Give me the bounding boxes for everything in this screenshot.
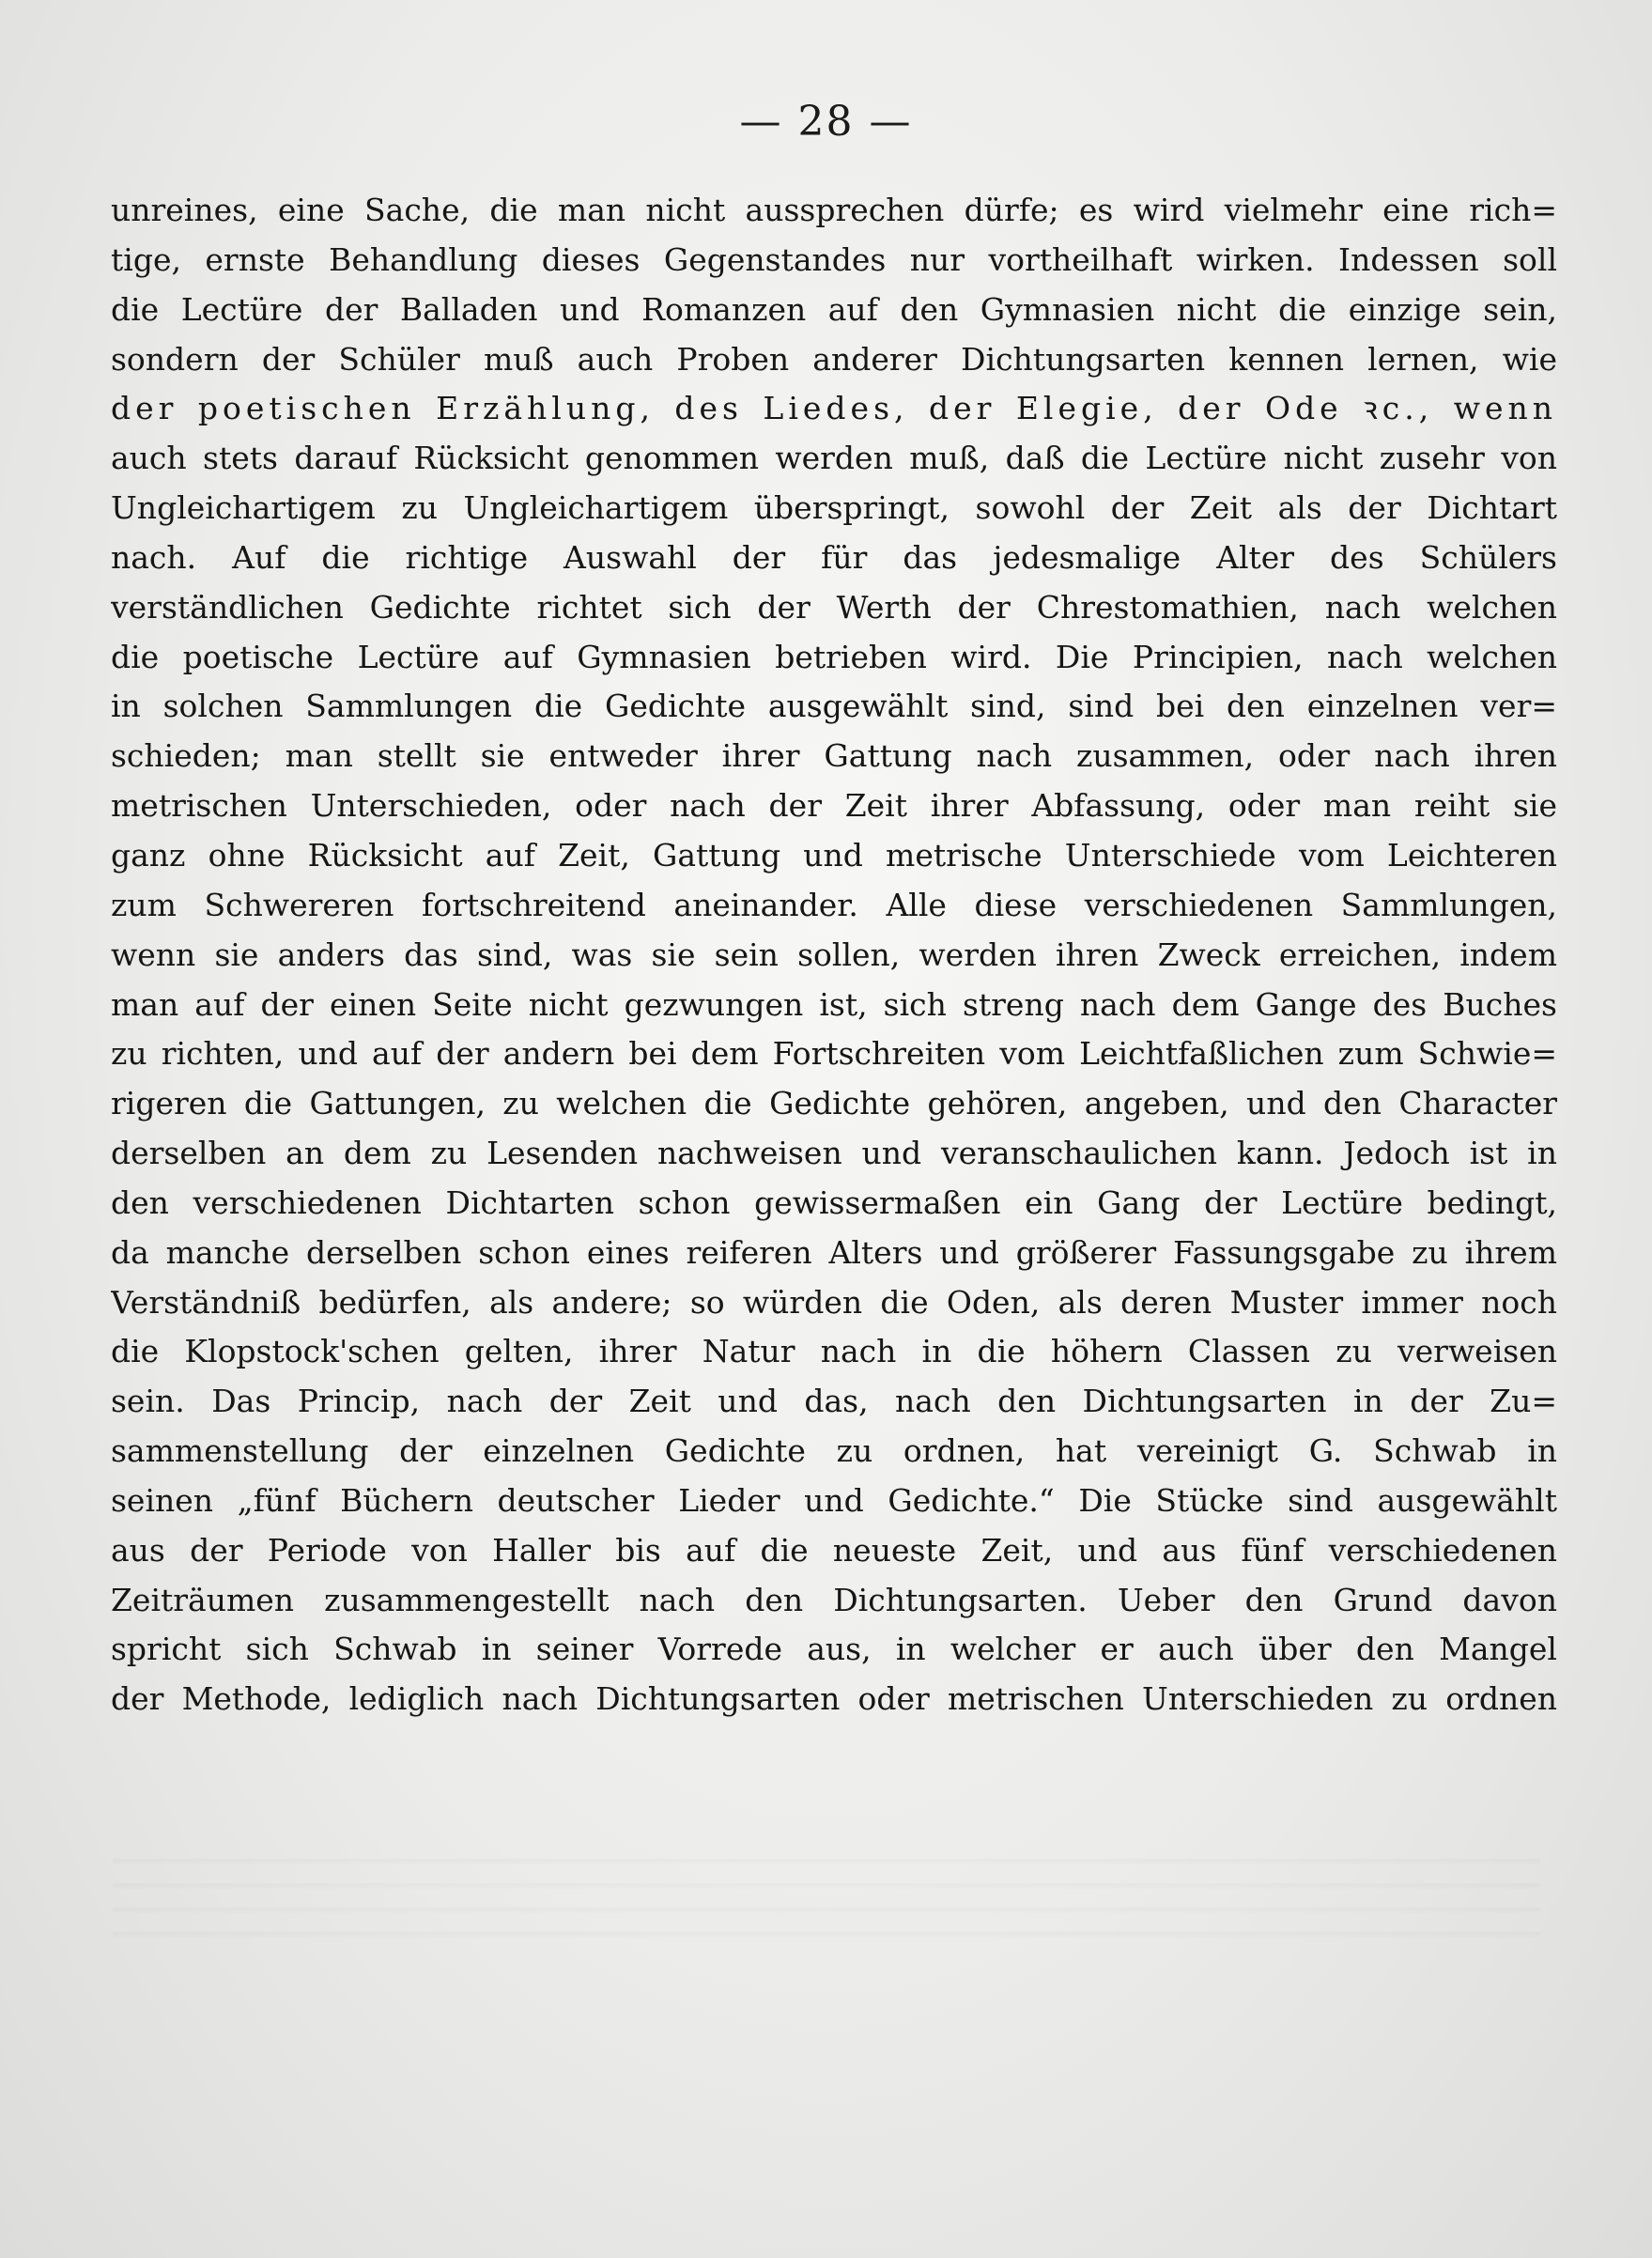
text-line: sammenstellung der einzelnen Gedichte zu ordnen, hat vereinigt G. Schwab in — [111, 1432, 1557, 1470]
text-line: Verständniß bedürfen, als andere; so würden die Oden, als deren Muster immer noch — [111, 1283, 1557, 1321]
text-line: tige, ernste Behandlung dieses Gegenstandes nur vortheilhaft wirken. Indessen soll — [111, 240, 1557, 278]
text-line: spricht sich Schwab in seiner Vorrede aus, in welcher er auch über den Mangel — [111, 1631, 1557, 1668]
text-line: wenn sie anders das sind, was sie sein sollen, werden ihren Zweck erreichen, indem — [111, 936, 1557, 973]
text-line: metrischen Unterschieden, oder nach der Zeit ihrer Abfassung, oder man reiht sie — [111, 787, 1557, 825]
text-line: sondern der Schüler muß auch Proben anderer Dichtungsarten kennen lernen, wie — [111, 340, 1557, 378]
text-line: Ungleichartigem zu Ungleichartigem überspringt, sowohl der Zeit als der Dichtart — [111, 489, 1557, 527]
text-line: aus der Periode von Haller bis auf die neueste Zeit, und aus fünf verschiedenen — [111, 1531, 1557, 1569]
text-line: ganz ohne Rücksicht auf Zeit, Gattung und metrische Unterschiede vom Leichteren — [111, 836, 1557, 874]
text-line: der Methode, lediglich nach Dichtungsarten oder metrischen Unterschieden zu ordnen — [111, 1680, 1557, 1718]
bleed-through — [113, 1841, 1540, 1944]
text-line: da manche derselben schon eines reiferen Alters und größerer Fassungsgabe zu ihrem — [111, 1233, 1557, 1271]
text-line: auch stets darauf Rücksicht genommen werden muß, daß die Lectüre nicht zusehr von — [111, 440, 1557, 477]
text-line: zu richten, und auf der andern bei dem Fortschreiten vom Leichtfaßlichen zum Schwie= — [111, 1035, 1557, 1073]
text-line: in solchen Sammlungen die Gedichte ausgewählt sind, sind bei den einzelnen ver= — [111, 688, 1557, 725]
text-line: die Lectüre der Balladen und Romanzen auf den Gymnasien nicht die einzige sein, — [111, 290, 1557, 328]
text-line: den verschiedenen Dichtarten schon gewissermaßen ein Gang der Lectüre bedingt, — [111, 1183, 1557, 1221]
text-line: seinen „fünf Büchern deutscher Lieder und Gedichte.“ Die Stücke sind ausgewählt — [111, 1481, 1557, 1519]
text-line: Zeiträumen zusammengestellt nach den Dichtungsarten. Ueber den Grund davon — [111, 1581, 1557, 1618]
text-line: man auf der einen Seite nicht gezwungen ist, sich streng nach dem Gange des Buches — [111, 985, 1557, 1023]
text-line: schieden; man stellt sie entweder ihrer Gattung nach zusammen, oder nach ihren — [111, 737, 1557, 775]
text-line: der poetischen Erzählung, des Liedes, der Elegie, der Ode ꝛc., wenn — [111, 390, 1557, 427]
page-number: — 28 — — [739, 98, 913, 146]
text-line: zum Schwereren fortschreitend aneinander. Alle diese verschiedenen Sammlungen, — [111, 886, 1557, 923]
text-line: die Klopstock'schen gelten, ihrer Natur nach in die höhern Classen zu verweisen — [111, 1333, 1557, 1370]
text-line: verständlichen Gedichte richtet sich der Werth der Chrestomathien, nach welchen — [111, 588, 1557, 626]
text-line: die poetische Lectüre auf Gymnasien betrieben wird. Die Principien, nach welchen — [111, 638, 1557, 675]
text-line: derselben an dem zu Lesenden nachweisen und veranschaulichen kann. Jedoch ist in — [111, 1135, 1557, 1172]
text-line: nach. Auf die richtige Auswahl der für das jedesmalige Alter des Schülers — [111, 538, 1557, 576]
text-line: sein. Das Princip, nach der Zeit und das, nach den Dichtungsarten in der Zu= — [111, 1383, 1557, 1420]
body-text — [111, 186, 1557, 1724]
text-line: rigeren die Gattungen, zu welchen die Gedichte gehören, angeben, und den Character — [111, 1085, 1557, 1122]
text-line: unreines, eine Sache, die man nicht aussprechen dürfe; es wird vielmehr eine rich= — [111, 192, 1557, 228]
